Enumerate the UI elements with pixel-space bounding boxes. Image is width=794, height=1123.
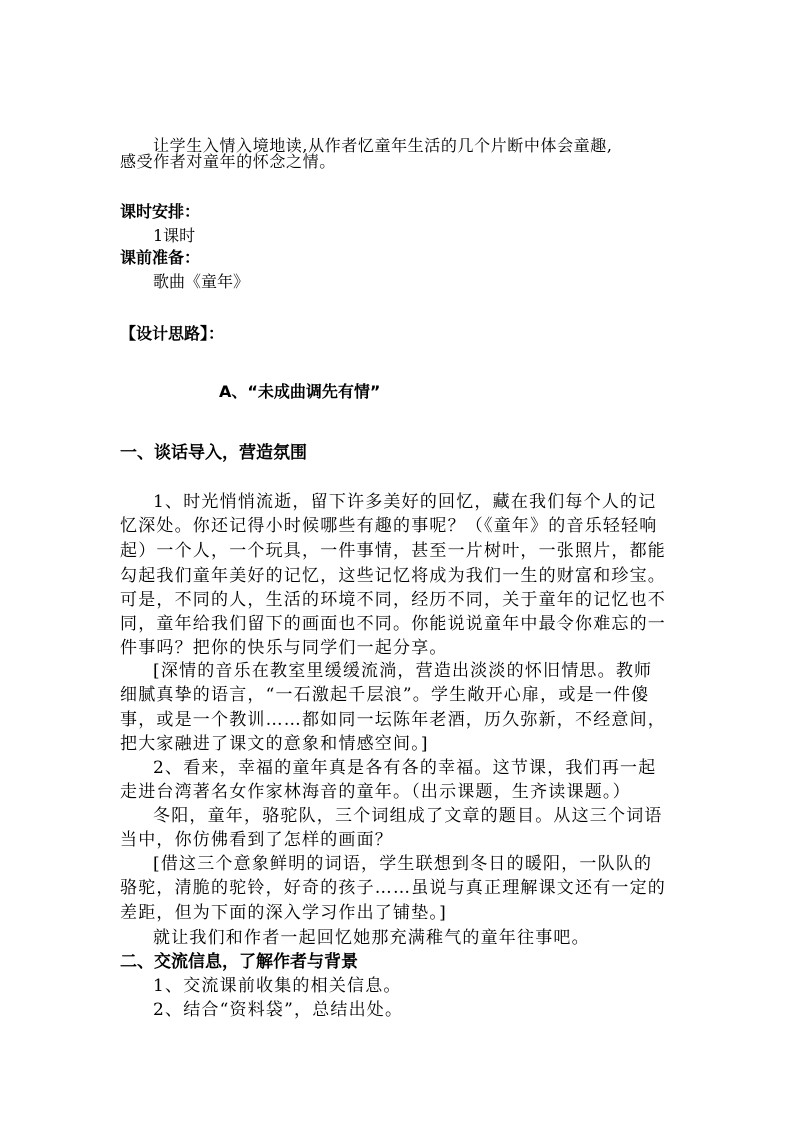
part1-note2-line: 骆驼，清脆的驼铃，好奇的孩子……虽说与真正理解课文还有一定的	[120, 878, 666, 898]
preparation-heading: 课前准备：	[120, 248, 201, 267]
part1-note1-line: 事，或是一个教训……都如同一坛陈年老酒，历久弥新，不经意间，	[120, 710, 666, 730]
part1-note1-line: [深情的音乐在教室里缓缓流淌，营造出淡淡的怀旧情思。教师	[153, 661, 653, 681]
part1-p1-line: 忆深处。你还记得小时候哪些有趣的事呢？（《童年》的音乐轻轻响	[120, 516, 658, 536]
part1-p1-line: 同，童年给我们留下的画面也不同。你能说说童年中最令你难忘的一	[120, 614, 666, 634]
intro-line-2: 感受作者对童年的怀念之情。	[120, 152, 336, 171]
part2-item: 1、交流课前收集的相关信息。	[153, 976, 402, 996]
part1-note1-line: 细腻真挚的语言，“一石激起千层浪”。学生敞开心扉，或是一件傻	[120, 685, 650, 705]
part1-note1-line: 把大家融进了课文的意象和情感空间。]	[120, 734, 429, 754]
part1-p1-line: 可是，不同的人，生活的环境不同，经历不同，关于童年的记忆也不	[120, 590, 666, 610]
part1-p3-line: 当中，你仿佛看到了怎样的画面？	[120, 830, 393, 850]
part1-p2-line: 走进台湾著名女作家林海音的童年。（出示课题，生齐读课题。）	[120, 782, 631, 802]
part1-note2-line: 差距，但为下面的深入学习作出了铺垫。]	[120, 903, 447, 923]
part1-p4: 就让我们和作者一起回忆她那充满稚气的童年往事吧。	[153, 928, 590, 948]
part2-item: 2、结合“资料袋”，总结出处。	[153, 1000, 404, 1020]
part1-p1-line: 勾起我们童年美好的记忆，这些记忆将成为我们一生的财富和珍宝。	[120, 566, 666, 586]
intro-line-1: 让学生入情入境地读,从作者忆童年生活的几个片断中体会童趣,	[153, 136, 613, 155]
part1-p1-line: 1、时光悄悄流逝，留下许多美好的回忆，藏在我们每个人的记	[153, 492, 657, 512]
schedule-value: 1课时	[153, 226, 196, 245]
schedule-heading: 课时安排：	[120, 202, 201, 221]
part1-p1-line: 件事吗？把你的快乐与同学们一起分享。	[120, 638, 448, 658]
preparation-value: 歌曲《童年》	[153, 272, 250, 291]
part1-p1-line: 起）一个人，一个玩具，一件事情，甚至一片树叶，一张照片，都能	[120, 541, 666, 561]
section-a-title: A、“未成曲调先有情”	[219, 382, 381, 401]
part2-heading: 二、交流信息，了解作者与背景	[120, 952, 358, 972]
part1-p3-line: 冬阳，童年，骆驼队，三个词组成了文章的题目。从这三个词语	[153, 806, 663, 826]
design-heading: 【设计思路】：	[120, 324, 225, 343]
part1-heading: 一、谈话导入，营造氛围	[120, 443, 307, 463]
part1-p2-line: 2、看来，幸福的童年真是各有各的幸福。这节课，我们再一起	[153, 758, 657, 778]
part1-note2-line: [借这三个意象鲜明的词语，学生联想到冬日的暖阳，一队队的	[153, 854, 653, 874]
